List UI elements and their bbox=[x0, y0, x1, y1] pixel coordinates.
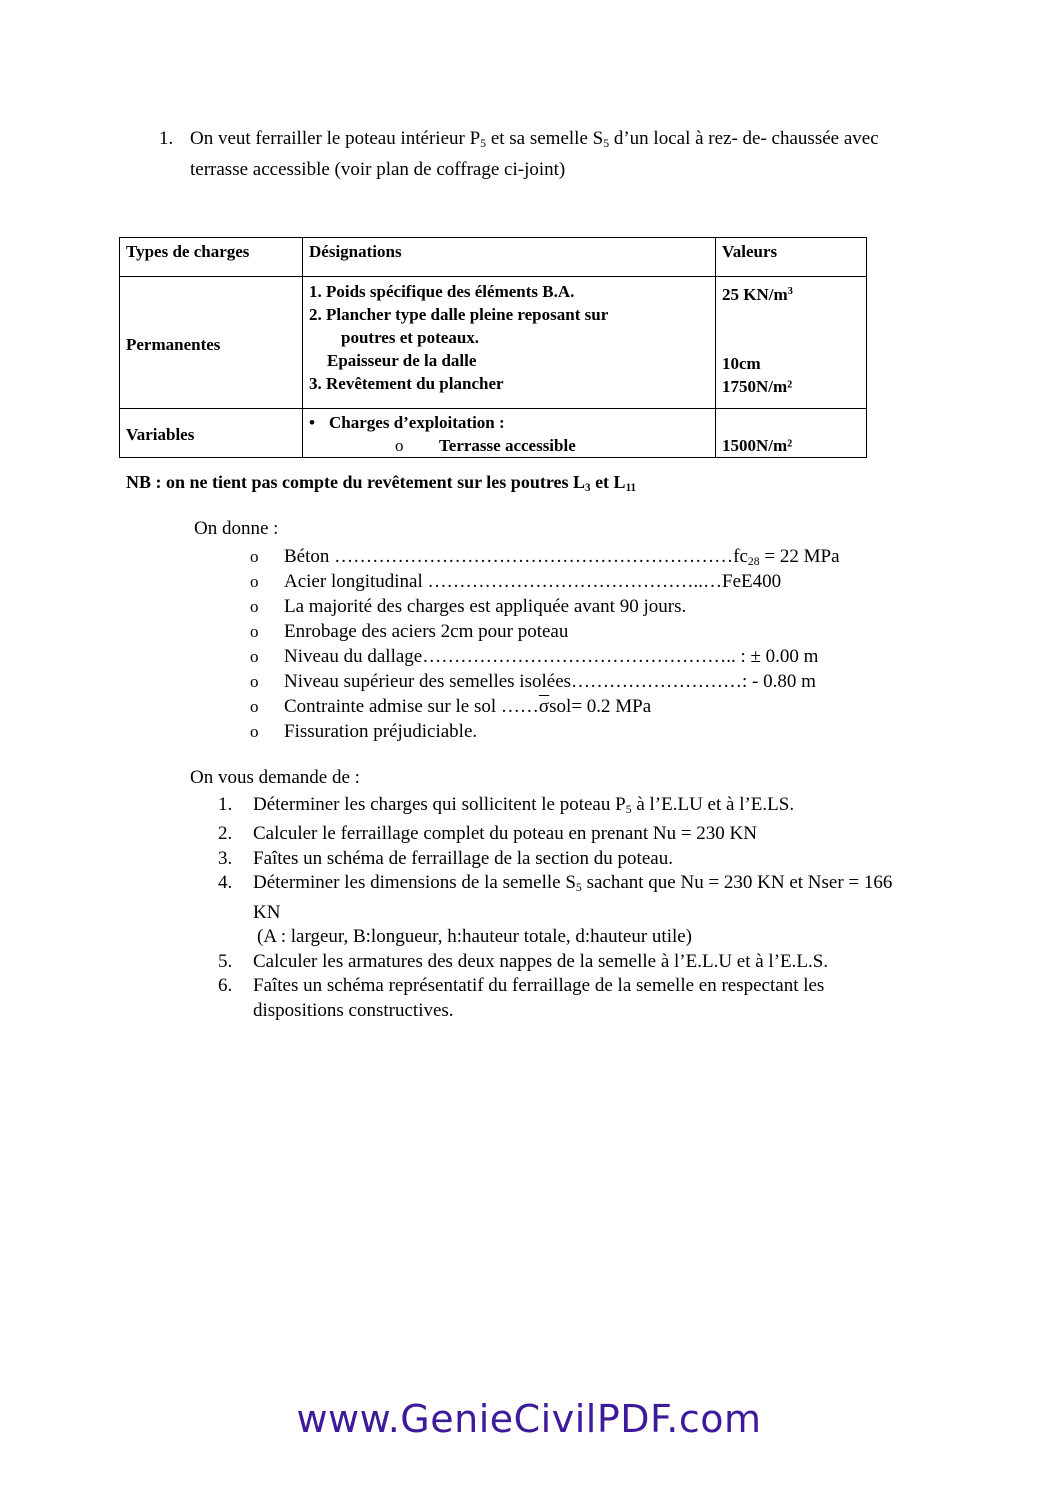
value-line: 10cm bbox=[722, 353, 761, 373]
list-item bbox=[250, 669, 840, 694]
list-item bbox=[250, 569, 840, 594]
list-marker: o bbox=[250, 572, 259, 591]
intro-text bbox=[190, 126, 939, 183]
list-text: Fissuration préjudiciable. bbox=[284, 721, 478, 742]
text-subscript: 5 bbox=[575, 881, 582, 895]
intro-text-part: On veut ferrailler le poteau intérieur P bbox=[190, 128, 481, 149]
value-line: 1500N/m² bbox=[722, 436, 793, 455]
text-subscript: 5 bbox=[625, 802, 632, 816]
list-item bbox=[250, 694, 840, 719]
list-marker: o bbox=[250, 622, 259, 641]
list-marker: o bbox=[250, 597, 259, 616]
header-designations: Désignations bbox=[303, 238, 716, 277]
designation-text: Charges d’exploitation : bbox=[329, 413, 505, 432]
text-part: Déterminer les dimensions de la semelle S bbox=[253, 872, 576, 894]
sigma-symbol: $\overline{\sigma}$ bbox=[538, 696, 550, 717]
valeurs-variables bbox=[716, 409, 867, 458]
list-item bbox=[250, 719, 840, 744]
designations-variables bbox=[303, 409, 716, 458]
list-text: Niveau du dallage………………………………………….. : ± 0.00 m bbox=[284, 646, 819, 667]
text-part: sachant que Nu = 230 KN et Nser = 166 KN bbox=[253, 872, 893, 923]
intro-p-subscript: 5 bbox=[480, 136, 487, 150]
type-variables: Variables bbox=[120, 409, 303, 458]
text-part: Béton ………………………………………………………fc bbox=[284, 546, 748, 567]
list-item bbox=[250, 644, 840, 669]
list-text bbox=[284, 544, 840, 569]
list-text: Enrobage des aciers 2cm pour poteau bbox=[284, 621, 569, 642]
list-item bbox=[218, 793, 918, 822]
text-part: à l’E.LU et à l’E.LS. bbox=[631, 794, 795, 815]
list-item bbox=[218, 974, 918, 1023]
table-header-row bbox=[120, 238, 867, 277]
list-text: Acier longitudinal ……………………………………..…FeE400 bbox=[284, 571, 782, 592]
list-marker: o bbox=[250, 722, 259, 741]
intro-text-part: et sa semelle S bbox=[486, 128, 604, 149]
list-item bbox=[218, 847, 918, 872]
list-marker: o bbox=[250, 672, 259, 691]
list-marker: o bbox=[250, 547, 259, 566]
text-part: sol= 0.2 MPa bbox=[549, 696, 652, 717]
nb-text: NB : on ne tient pas compte du revêtement sur les poutres L bbox=[126, 472, 585, 492]
type-permanentes: Permanentes bbox=[120, 277, 303, 409]
designation-line: 3. Revêtement du plancher bbox=[309, 374, 504, 393]
nb-subscript: 3 bbox=[584, 481, 591, 494]
bullet-marker: • bbox=[309, 413, 315, 432]
list-item bbox=[218, 822, 918, 847]
text-subscript: 28 bbox=[747, 554, 760, 568]
header-types: Types de charges bbox=[120, 238, 303, 277]
list-marker: o bbox=[250, 697, 259, 716]
task-text: Calculer le ferraillage complet du poteau en prenant Nu = 230 KN bbox=[253, 823, 758, 845]
header-valeurs: Valeurs bbox=[716, 238, 867, 277]
list-item bbox=[218, 950, 918, 975]
task-text: Faîtes un schéma représentatif du ferraillage de la semelle en respectant les dispositions constructives. bbox=[253, 975, 825, 1021]
task-number: 6. bbox=[218, 975, 233, 997]
intro-text-part: d’un local à rez- de- chaussée avec terrasse accessible (voir plan de coffrage ci-joint) bbox=[190, 128, 879, 180]
intro-number: 1. bbox=[159, 128, 174, 149]
table-row-permanentes bbox=[120, 277, 867, 409]
task-number: 1. bbox=[218, 794, 233, 815]
designation-line bbox=[309, 411, 709, 434]
designation-line: 2. Plancher type dalle pleine reposant sur bbox=[309, 305, 609, 324]
list-marker: o bbox=[250, 647, 259, 666]
list-item bbox=[250, 544, 840, 569]
list-text: Niveau supérieur des semelles isolées………………………: - 0.80 m bbox=[284, 671, 816, 692]
text-part: (A : largeur, B:longueur, h:hauteur totale, d:hauteur utile) bbox=[257, 926, 693, 948]
charges-table bbox=[119, 237, 867, 458]
list-item bbox=[218, 871, 918, 949]
value-line bbox=[722, 280, 860, 306]
value-superscript: 3 bbox=[787, 286, 793, 297]
tasks-list bbox=[218, 793, 918, 1023]
task-text: Calculer les armatures des deux nappes de la semelle à l’E.L.U et à l’E.L.S. bbox=[253, 950, 829, 972]
footer-url-link[interactable]: www.GenieCivilPDF.com bbox=[296, 1397, 762, 1441]
designation-line: Epaisseur de la dalle bbox=[327, 351, 477, 370]
nb-note bbox=[126, 472, 636, 494]
sub-marker: o bbox=[395, 436, 404, 455]
task-text bbox=[253, 871, 918, 949]
designation-line: 1. Poids spécifique des éléments B.A. bbox=[309, 282, 575, 301]
given-title: On donne : bbox=[194, 518, 279, 539]
designation-line bbox=[309, 434, 709, 457]
given-list bbox=[250, 544, 840, 744]
text-part: Contrainte admise sur le sol …… bbox=[284, 696, 539, 717]
task-text bbox=[253, 793, 918, 822]
task-number: 2. bbox=[218, 823, 233, 845]
intro-paragraph bbox=[159, 126, 939, 183]
text-part: Déterminer les charges qui sollicitent le poteau P bbox=[253, 794, 626, 815]
list-item bbox=[250, 619, 840, 644]
designation-line: poutres et poteaux. bbox=[341, 328, 480, 347]
text-part: = 22 MPa bbox=[759, 546, 840, 567]
table-row-variables bbox=[120, 409, 867, 458]
list-item bbox=[250, 594, 840, 619]
task-number: 3. bbox=[218, 847, 233, 869]
designations-permanentes bbox=[303, 277, 716, 409]
task-number: 5. bbox=[218, 950, 233, 972]
valeurs-permanentes bbox=[716, 277, 867, 409]
designation-text: Terrasse accessible bbox=[439, 436, 576, 455]
nb-text: et L bbox=[590, 472, 626, 492]
task-text: Faîtes un schéma de ferraillage de la section du poteau. bbox=[253, 847, 673, 869]
list-text: La majorité des charges est appliquée avant 90 jours. bbox=[284, 596, 687, 617]
list-text bbox=[284, 694, 651, 719]
value-text: 25 KN/m bbox=[722, 284, 788, 304]
tasks-title: On vous demande de : bbox=[190, 767, 360, 788]
value-line: 1750N/m² bbox=[722, 376, 793, 396]
intro-s-subscript: 5 bbox=[603, 136, 610, 150]
nb-subscript: 11 bbox=[625, 481, 637, 494]
task-number: 4. bbox=[218, 872, 233, 894]
